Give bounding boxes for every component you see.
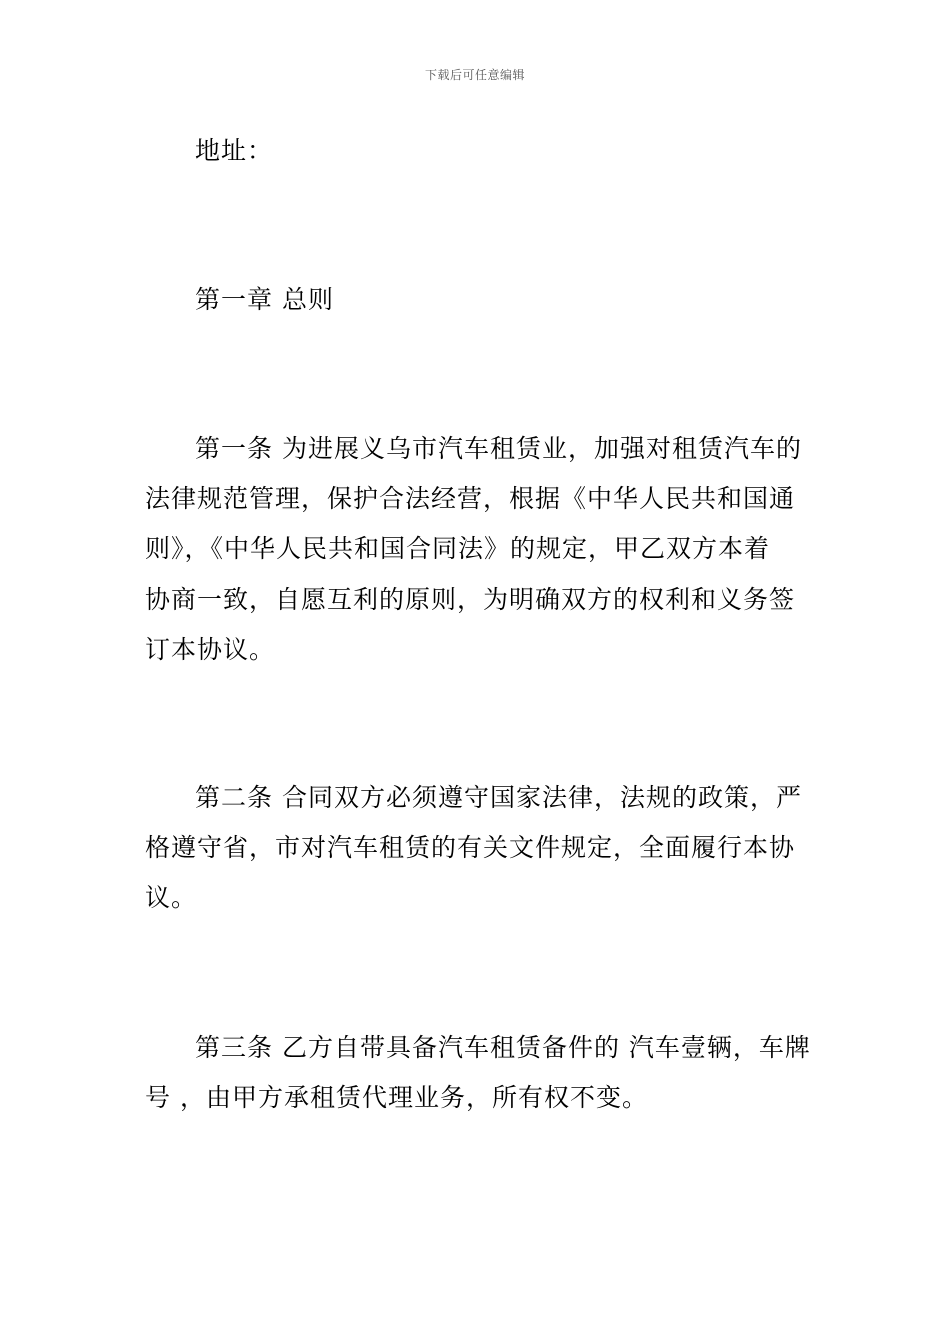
article-2-line: 议。 — [145, 883, 198, 912]
article-1-line: 第一条 为进展义乌市汽车租赁业，加强对租赁汽车的 — [195, 434, 802, 463]
article-3-line: 第三条 乙方自带具备汽车租赁备件的 汽车壹辆，车牌 — [195, 1033, 811, 1062]
address-label: 地址： — [195, 136, 274, 165]
article-2-line: 第二条 合同双方必须遵守国家法律，法规的政策，严 — [195, 783, 802, 812]
article-1-line: 法律规范管理，保护合法经营，根据《中华人民共和国通 — [145, 484, 796, 513]
article-2-line: 格遵守省，市对汽车租赁的有关文件规定，全面履行本协 — [145, 833, 796, 862]
page-header: 下载后可任意编辑 — [424, 68, 525, 82]
article-3-line: 号 ，由甲方承租赁代理业务，所有权不变。 — [145, 1083, 648, 1112]
chapter-title: 第一章 总则 — [195, 285, 334, 314]
article-1-line: 订本协议。 — [145, 635, 276, 664]
article-1-line: 则》，《中华人民共和国合同法》的规定，甲乙双方本着 — [145, 534, 771, 563]
article-1-line: 协商一致，自愿互利的原则，为明确双方的权利和义务签 — [145, 585, 796, 614]
